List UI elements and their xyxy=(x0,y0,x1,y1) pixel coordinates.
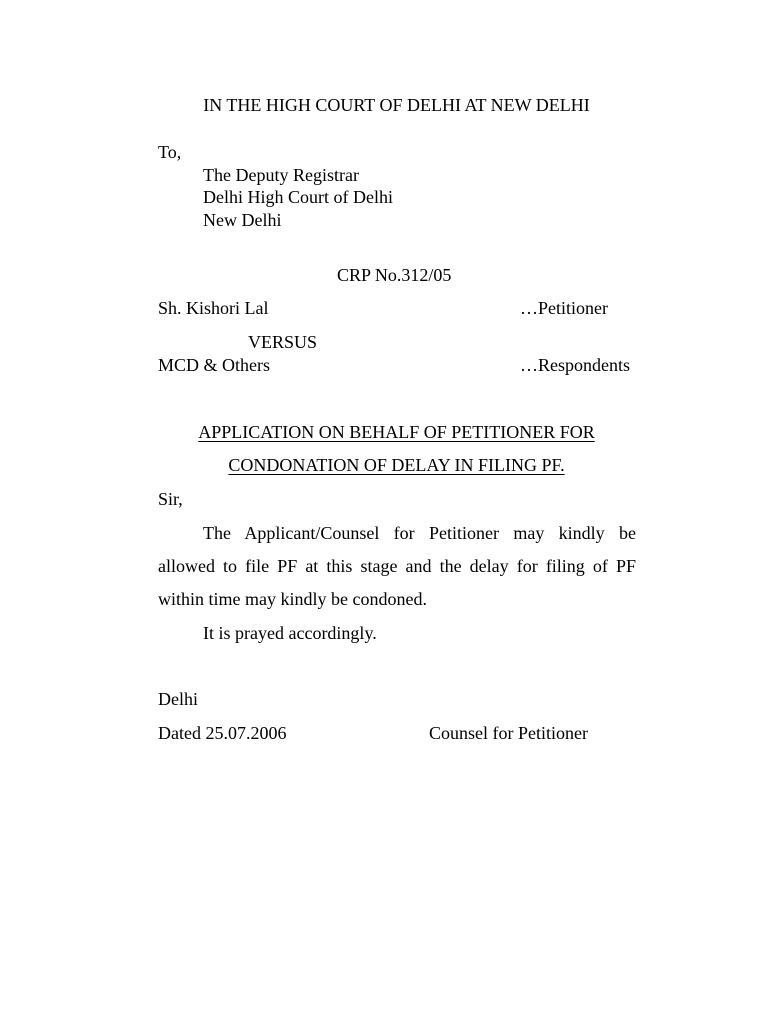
body-para1-line-2: allowed to file PF at this stage and the delay for filing of PF xyxy=(158,556,636,576)
footer-signatory: Counsel for Petitioner xyxy=(429,723,588,743)
addressee-line-3: New Delhi xyxy=(203,210,282,230)
footer-dated: Dated 25.07.2006 xyxy=(158,723,287,743)
addressee-line-2: Delhi High Court of Delhi xyxy=(203,187,393,207)
salutation-to: To, xyxy=(158,142,182,162)
case-number: CRP No.312/05 xyxy=(337,265,452,285)
petitioner-name: Sh. Kishori Lal xyxy=(158,298,269,318)
body-para1-line-1: The Applicant/Counsel for Petitioner may kindly be xyxy=(203,523,636,543)
greeting: Sir, xyxy=(158,489,183,509)
court-title: IN THE HIGH COURT OF DELHI AT NEW DELHI xyxy=(203,95,590,115)
application-title-line-2 xyxy=(0,454,768,476)
petitioner-role: …Petitioner xyxy=(520,298,608,318)
application-title-text-1: APPLICATION ON BEHALF OF PETITIONER FOR xyxy=(198,422,595,442)
respondent-role: …Respondents xyxy=(520,355,630,375)
application-title-line-1 xyxy=(0,421,768,443)
footer-place: Delhi xyxy=(158,689,198,709)
addressee-line-1: The Deputy Registrar xyxy=(203,165,359,185)
application-title-text-2: CONDONATION OF DELAY IN FILING PF. xyxy=(228,455,565,475)
respondent-name: MCD & Others xyxy=(158,355,270,375)
body-para1-line-3: within time may kindly be condoned. xyxy=(158,589,427,609)
body-para2: It is prayed accordingly. xyxy=(203,623,377,643)
versus-label: VERSUS xyxy=(248,332,318,352)
